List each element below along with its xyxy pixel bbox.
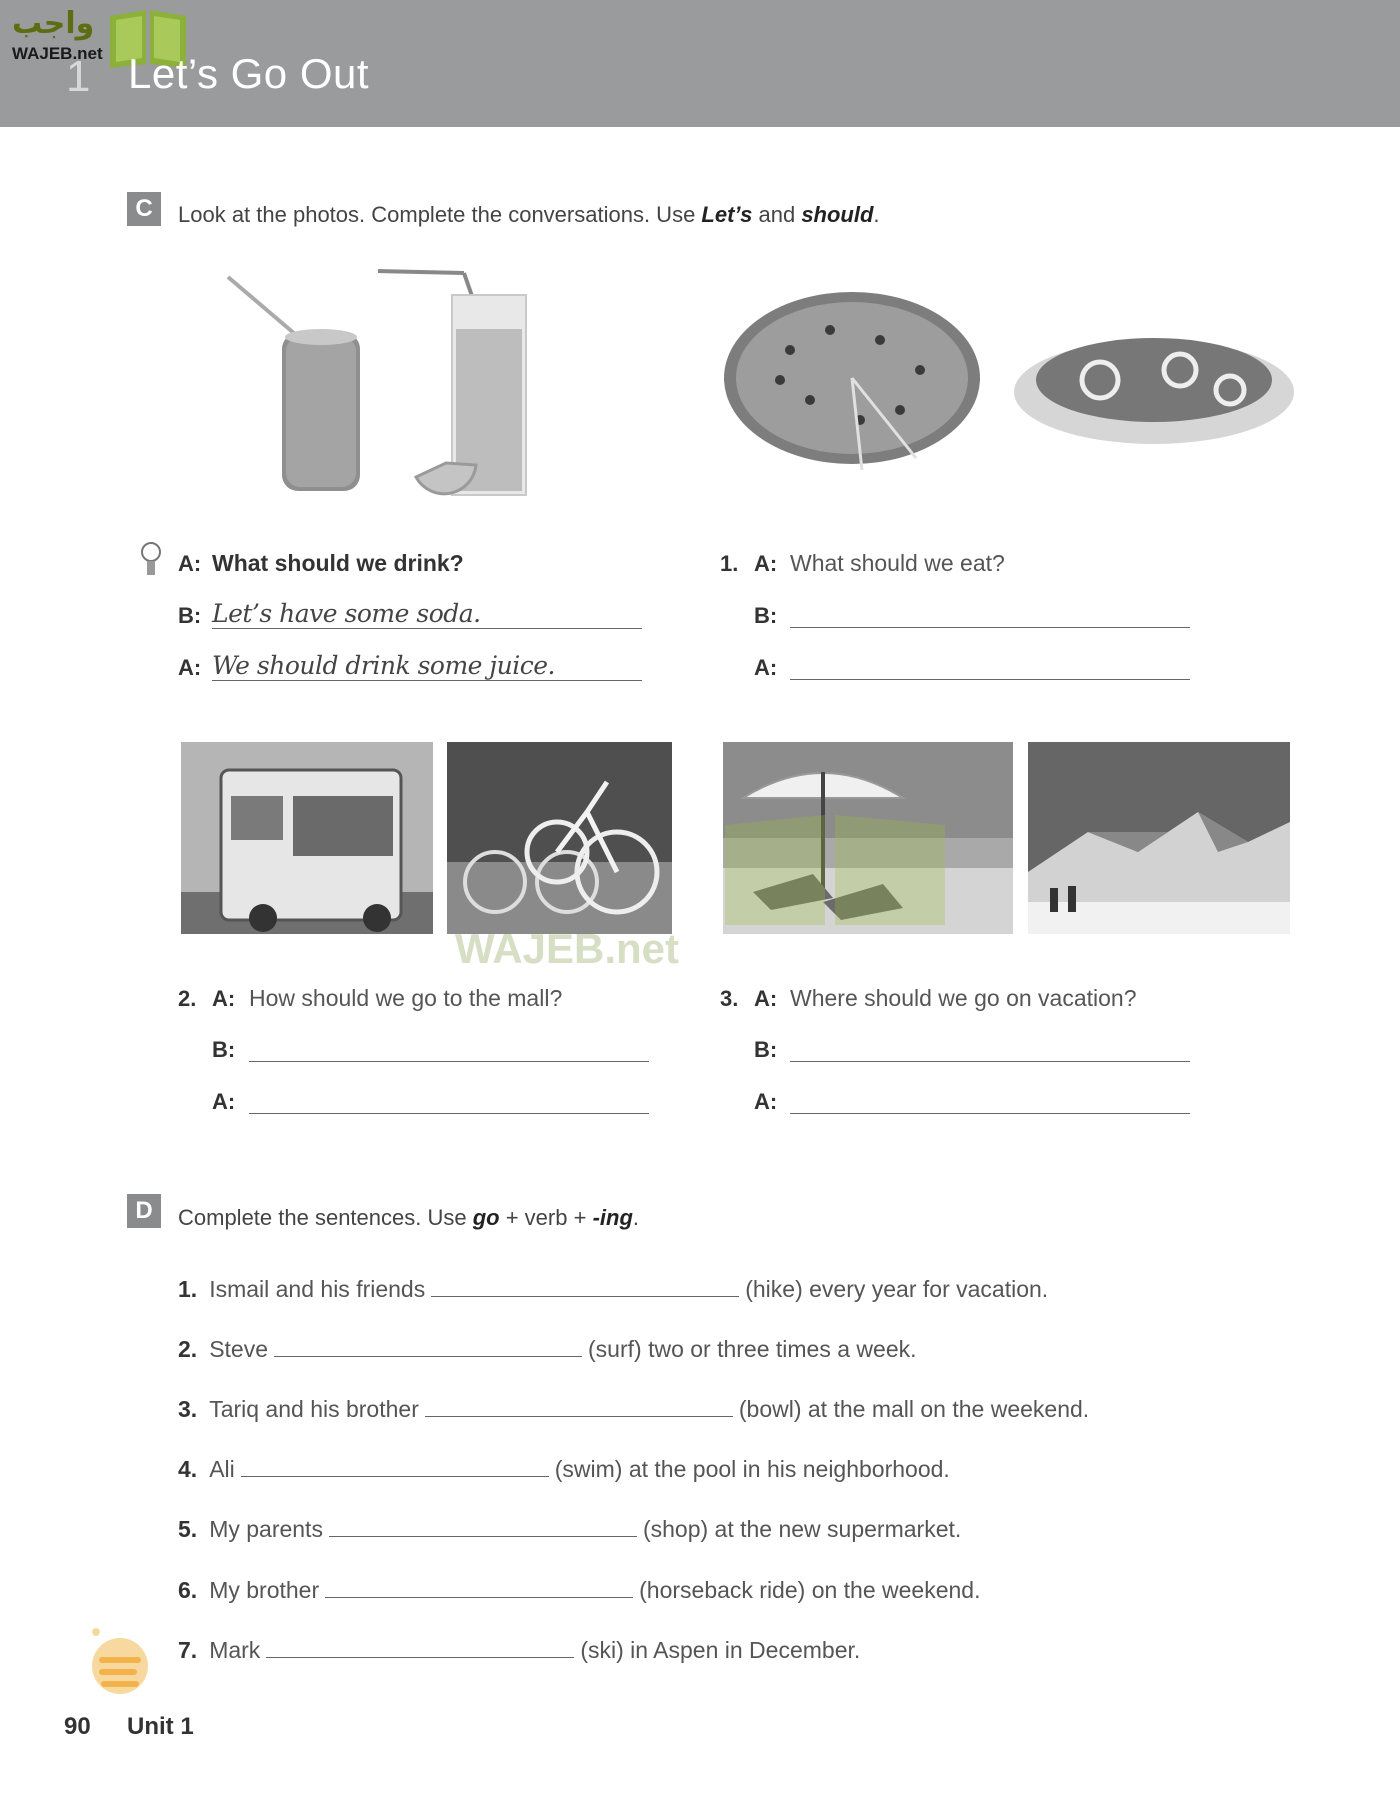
logo-english-text: WAJEB.net	[12, 44, 103, 63]
page-title: Let’s Go Out	[128, 50, 370, 97]
example-a2-answer: We should drink some juice.	[212, 651, 555, 680]
item-3-a-label: A:	[754, 986, 778, 1011]
decorative-logo-icon	[86, 1624, 150, 1698]
sentence-2-blank[interactable]	[274, 1338, 582, 1357]
sentence-5-blank[interactable]	[329, 1518, 637, 1537]
sentence-1-blank[interactable]	[431, 1278, 739, 1297]
watermark-text: WAJEB.net	[455, 925, 680, 972]
section-d-instruction: Complete the sentences. Use go + verb + -ing.	[178, 1205, 640, 1230]
watermark-book-icon	[455, 815, 955, 925]
footer-unit-label: Unit 1	[127, 1713, 194, 1740]
example-b-label: B:	[178, 603, 202, 628]
item-1-a-label: A:	[754, 551, 778, 576]
item-2-a-label: A:	[212, 986, 236, 1011]
sentence-1: 1. Ismail and his friends (hike) every year for vacation.	[178, 1276, 1049, 1302]
example-b-line	[212, 628, 642, 629]
item-1-b-blank[interactable]	[790, 627, 1190, 628]
sentence-3-blank[interactable]	[425, 1398, 733, 1417]
item-1-a2-label: A:	[754, 655, 778, 680]
section-c-badge: C	[127, 192, 161, 226]
sentence-3: 3. Tariq and his brother (bowl) at the mall on the weekend.	[178, 1396, 1090, 1422]
item-3-question: Where should we go on vacation?	[790, 985, 1137, 1011]
page-header	[0, 0, 1400, 127]
example-a2-line	[212, 680, 642, 681]
wajeb-watermark	[455, 815, 955, 985]
example-a-label: A:	[178, 551, 202, 576]
sentence-6-blank[interactable]	[325, 1579, 633, 1598]
item-3-b-blank[interactable]	[790, 1061, 1190, 1062]
item-3-a2-blank[interactable]	[790, 1113, 1190, 1114]
example-question: What should we drink?	[212, 550, 464, 576]
page-number: 90	[64, 1713, 91, 1740]
sentence-6: 6. My brother (horseback ride) on the weekend.	[178, 1577, 981, 1603]
mountains-photo	[1028, 742, 1290, 934]
item-3-a2-label: A:	[754, 1089, 778, 1114]
item-1-b-label: B:	[754, 603, 778, 628]
drinks-photo	[220, 265, 540, 515]
section-d-badge: D	[127, 1194, 161, 1228]
unit-number: 1	[66, 52, 91, 101]
item-3-number: 3.	[720, 986, 739, 1011]
item-2-b-label: B:	[212, 1037, 236, 1062]
example-b-answer: Let’s have some soda.	[212, 599, 481, 628]
section-c-instruction: Look at the photos. Complete the conversations. Use Let’s and should.	[178, 202, 880, 227]
sentence-4-blank[interactable]	[241, 1458, 549, 1477]
example-a2-label: A:	[178, 655, 202, 680]
logo-arabic-text: واجب	[12, 6, 95, 41]
bus-photo	[181, 742, 433, 934]
item-2-a2-blank[interactable]	[249, 1113, 649, 1114]
item-2-b-blank[interactable]	[249, 1061, 649, 1062]
lightbulb-icon	[140, 541, 162, 579]
item-1-question: What should we eat?	[790, 550, 1005, 576]
item-2-number: 2.	[178, 986, 197, 1011]
pizza-salad-photo	[720, 280, 1300, 480]
sentence-2: 2. Steve (surf) two or three times a week.	[178, 1336, 917, 1362]
item-1-a2-blank[interactable]	[790, 679, 1190, 680]
item-3-b-label: B:	[754, 1037, 778, 1062]
sentence-5: 5. My parents (shop) at the new supermarket.	[178, 1516, 962, 1542]
item-2-a2-label: A:	[212, 1089, 236, 1114]
sentence-7: 7. Mark (ski) in Aspen in December.	[178, 1637, 861, 1663]
sentence-7-blank[interactable]	[266, 1639, 574, 1658]
item-2-question: How should we go to the mall?	[249, 985, 563, 1011]
sentence-4: 4. Ali (swim) at the pool in his neighborhood.	[178, 1456, 950, 1482]
item-1-number: 1.	[720, 551, 739, 576]
